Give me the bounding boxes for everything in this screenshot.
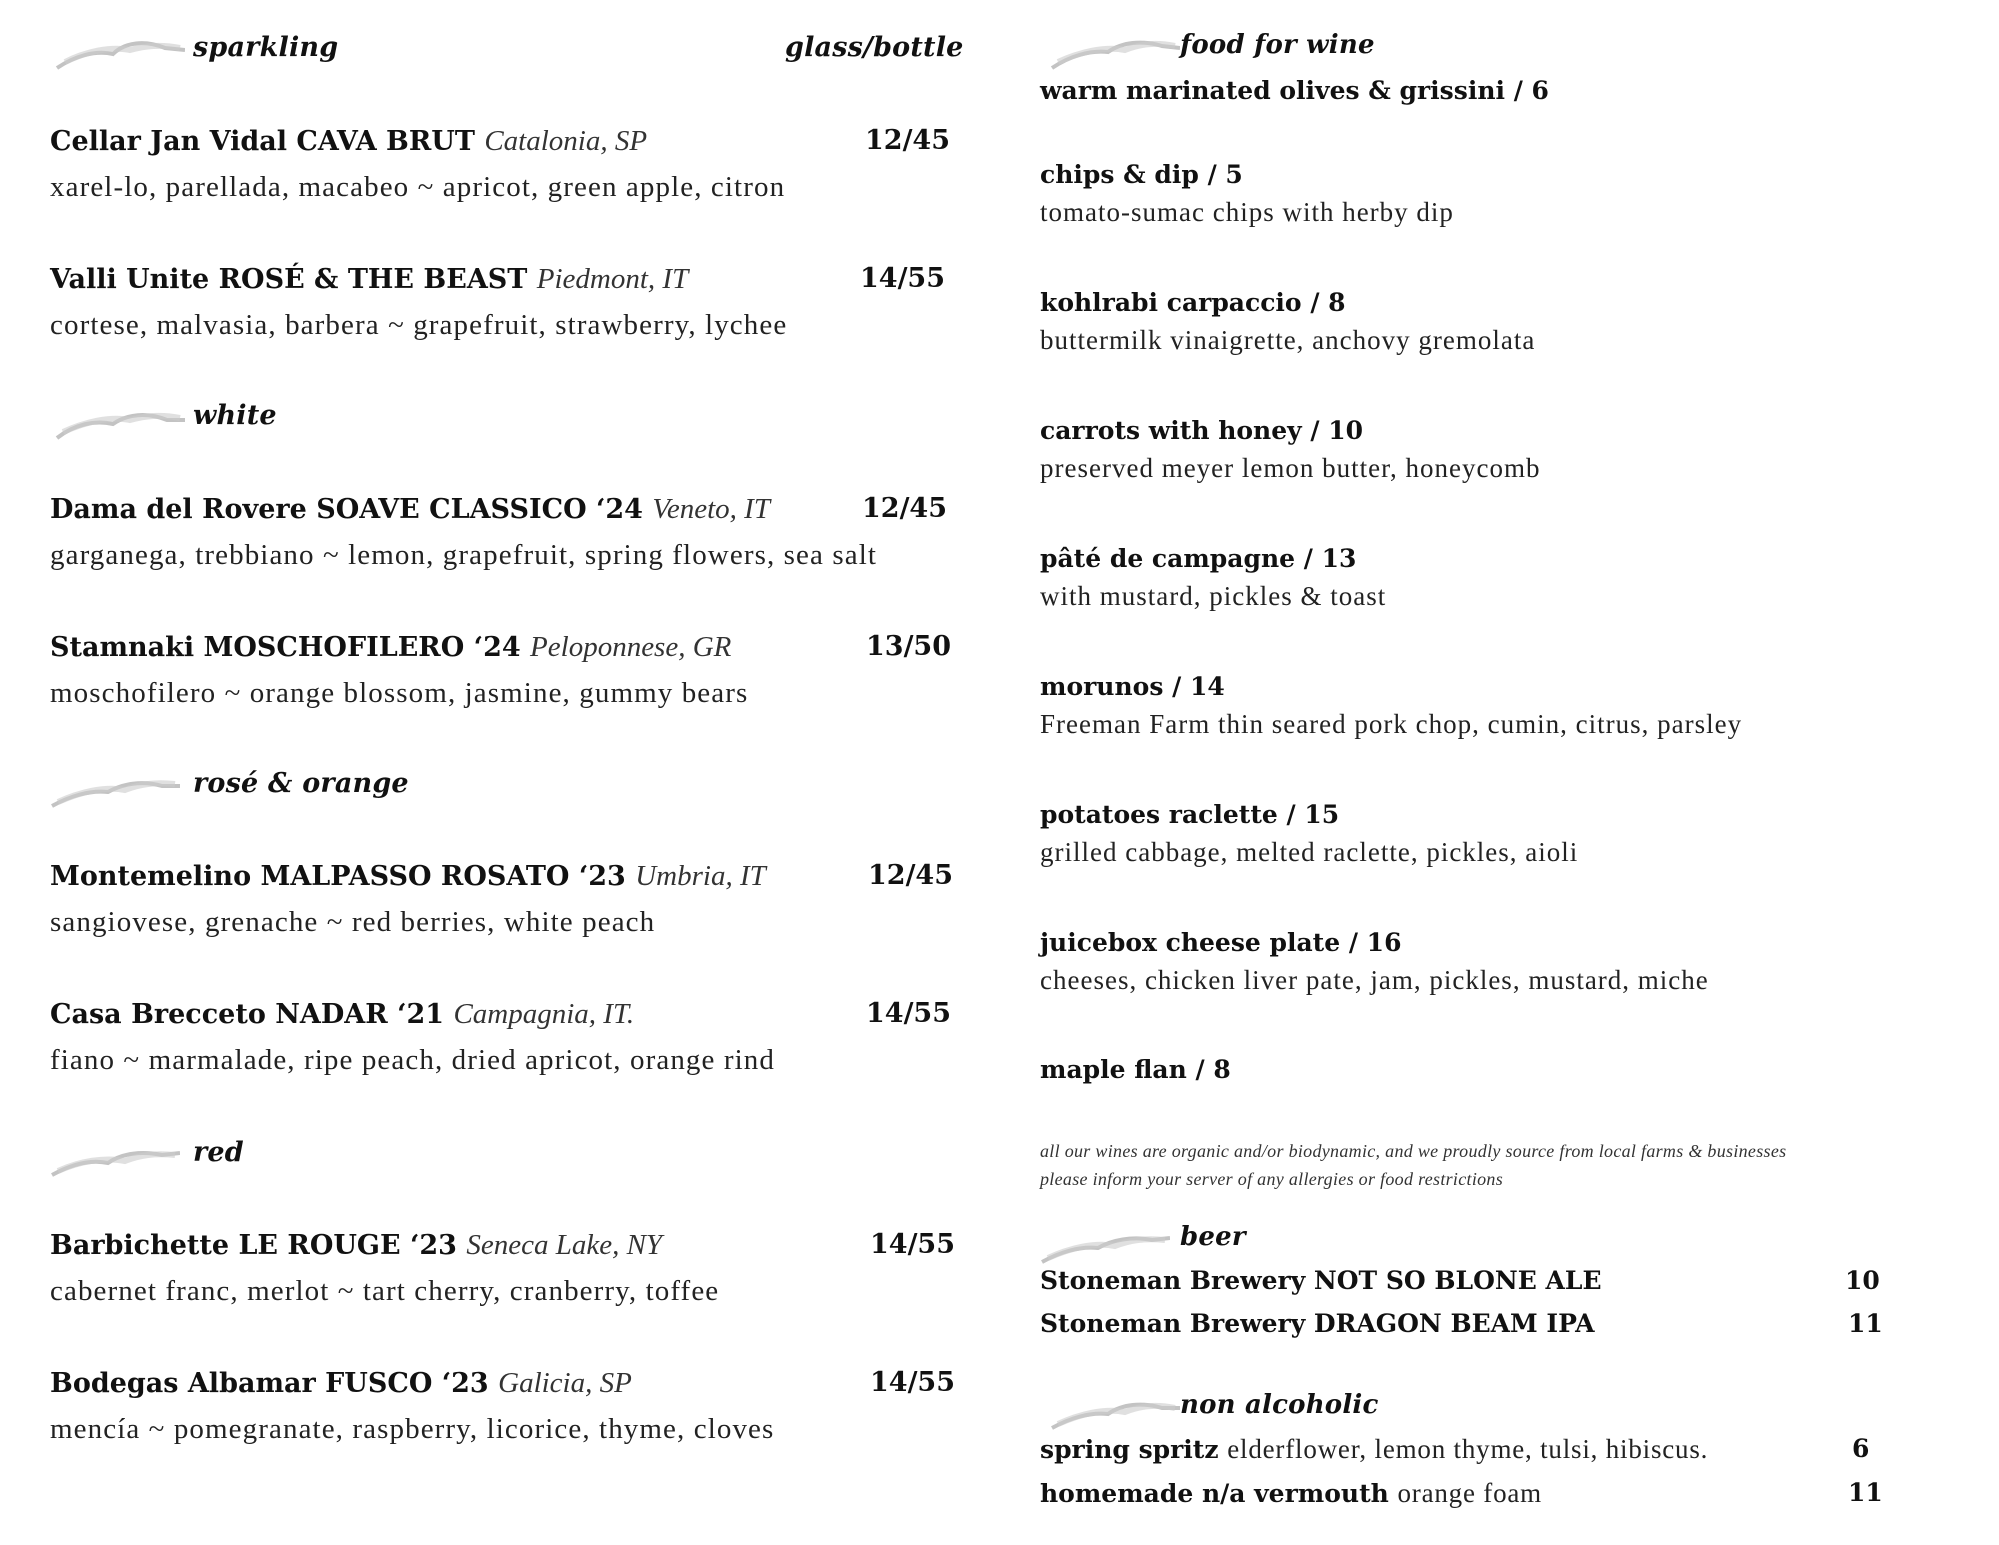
food-item bbox=[1040, 1055, 1920, 1084]
brush-swoosh-icon bbox=[55, 32, 185, 76]
wine-name: Casa Brecceto NADAR ‘21 bbox=[50, 999, 454, 1030]
wine-price: 13/50 bbox=[866, 631, 952, 662]
brush-swoosh-icon bbox=[1050, 1390, 1180, 1434]
food-title: carrots with honey / 10 bbox=[1040, 416, 1363, 445]
food-title: pâté de campagne / 13 bbox=[1040, 544, 1357, 573]
beer-price: 11 bbox=[1848, 1309, 1883, 1338]
section-title: rosé & orange bbox=[193, 768, 409, 799]
wine-region: Seneca Lake, NY bbox=[466, 1229, 663, 1261]
food-item bbox=[1040, 160, 1920, 228]
wine-notes: garganega, trebbiano ~ lemon, grapefruit, spring flowers, sea salt bbox=[50, 539, 878, 571]
wine-name: Barbichette LE ROUGE ‘23 bbox=[50, 1230, 467, 1261]
food-desc: preserved meyer lemon butter, honeycomb bbox=[1040, 453, 1541, 483]
section-title: beer bbox=[1180, 1222, 1246, 1252]
section-header-red bbox=[50, 1137, 450, 1187]
wine-region: Campagnia, IT. bbox=[453, 998, 635, 1030]
food-title: juicebox cheese plate / 16 bbox=[1040, 928, 1402, 957]
food-title: chips & dip / 5 bbox=[1040, 160, 1243, 189]
section-title: white bbox=[193, 400, 277, 431]
beer-row bbox=[1040, 1266, 1890, 1306]
section-header-sparkling bbox=[55, 32, 964, 82]
brush-swoosh-icon bbox=[1050, 30, 1180, 74]
glass-bottle-header: glass/bottle bbox=[785, 32, 964, 63]
food-desc: grilled cabbage, melted raclette, pickles, aioli bbox=[1040, 837, 1579, 867]
wine-item bbox=[50, 860, 980, 939]
wine-notes: cabernet franc, merlot ~ tart cherry, cranberry, toffee bbox=[50, 1275, 720, 1307]
food-title: kohlrabi carpaccio / 8 bbox=[1040, 288, 1346, 317]
wine-name: Dama del Rovere SOAVE CLASSICO ‘24 bbox=[50, 494, 653, 525]
food-title: potatoes raclette / 15 bbox=[1040, 800, 1340, 829]
wine-price: 14/55 bbox=[870, 1367, 956, 1398]
food-item bbox=[1040, 544, 1920, 612]
section-title: non alcoholic bbox=[1180, 1390, 1379, 1420]
footnote bbox=[1040, 1137, 1786, 1193]
food-item bbox=[1040, 928, 1920, 996]
wine-notes: mencía ~ pomegranate, raspberry, licorice, thyme, cloves bbox=[50, 1413, 775, 1445]
na-name: homemade n/a vermouth bbox=[1040, 1479, 1398, 1508]
footnote-line: please inform your server of any allergies or food restrictions bbox=[1040, 1169, 1504, 1189]
wine-item bbox=[50, 1229, 980, 1308]
section-header-food bbox=[1050, 30, 1650, 80]
footnote-line: all our wines are organic and/or biodynamic, and we proudly source from local farms & businesses bbox=[1040, 1141, 1787, 1161]
brush-swoosh-icon bbox=[1040, 1222, 1170, 1266]
brush-swoosh-icon bbox=[50, 1137, 180, 1181]
brush-swoosh-icon bbox=[55, 400, 185, 444]
brush-swoosh-icon bbox=[50, 768, 180, 812]
food-desc: cheeses, chicken liver pate, jam, pickles, mustard, miche bbox=[1040, 965, 1709, 995]
wine-region: Piedmont, IT bbox=[536, 263, 689, 295]
food-item bbox=[1040, 288, 1920, 356]
wine-price: 12/45 bbox=[865, 125, 951, 156]
wine-item bbox=[50, 263, 980, 342]
wine-item bbox=[50, 998, 980, 1077]
na-price: 6 bbox=[1852, 1434, 1870, 1463]
wine-item bbox=[50, 493, 980, 572]
wine-name: Stamnaki MOSCHOFILERO ‘24 bbox=[50, 632, 531, 663]
na-price: 11 bbox=[1848, 1478, 1883, 1507]
food-item bbox=[1040, 76, 1920, 105]
section-header-non-alcoholic bbox=[1050, 1390, 1550, 1440]
wine-region: Veneto, IT bbox=[652, 493, 770, 525]
food-desc: with mustard, pickles & toast bbox=[1040, 581, 1387, 611]
na-row bbox=[1040, 1434, 1890, 1474]
wine-item bbox=[50, 631, 980, 710]
food-title: maple flan / 8 bbox=[1040, 1055, 1231, 1084]
wine-price: 14/55 bbox=[860, 263, 946, 294]
na-desc: elderflower, lemon thyme, tulsi, hibiscus. bbox=[1227, 1434, 1709, 1464]
wine-price: 12/45 bbox=[868, 860, 954, 891]
food-item bbox=[1040, 416, 1920, 484]
wine-name: Valli Unite ROSÉ & THE BEAST bbox=[50, 264, 537, 295]
section-title: food for wine bbox=[1180, 30, 1375, 60]
wine-region: Galicia, SP bbox=[498, 1367, 632, 1399]
wine-notes: xarel-lo, parellada, macabeo ~ apricot, green apple, citron bbox=[50, 171, 786, 203]
na-name: spring spritz bbox=[1040, 1435, 1228, 1464]
wine-notes: cortese, malvasia, barbera ~ grapefruit, strawberry, lychee bbox=[50, 309, 788, 341]
food-desc: buttermilk vinaigrette, anchovy gremolata bbox=[1040, 325, 1536, 355]
food-title: morunos / 14 bbox=[1040, 672, 1225, 701]
wine-region: Catalonia, SP bbox=[484, 125, 648, 157]
food-desc: Freeman Farm thin seared pork chop, cumin, citrus, parsley bbox=[1040, 709, 1743, 739]
beer-name: Stoneman Brewery NOT SO BLONE ALE bbox=[1040, 1266, 1602, 1295]
na-row bbox=[1040, 1478, 1890, 1518]
beer-name: Stoneman Brewery DRAGON BEAM IPA bbox=[1040, 1309, 1595, 1338]
section-header-white bbox=[55, 400, 455, 450]
section-title: sparkling bbox=[193, 32, 339, 63]
wine-item bbox=[50, 125, 980, 204]
food-item bbox=[1040, 672, 1920, 740]
food-title: warm marinated olives & grissini / 6 bbox=[1040, 76, 1549, 105]
wine-notes: moschofilero ~ orange blossom, jasmine, gummy bears bbox=[50, 677, 749, 709]
section-header-rose-orange bbox=[50, 768, 550, 818]
beer-price: 10 bbox=[1845, 1266, 1880, 1295]
na-desc: orange foam bbox=[1397, 1478, 1542, 1508]
section-title: red bbox=[193, 1137, 244, 1168]
wine-region: Umbria, IT bbox=[635, 860, 766, 892]
wine-notes: fiano ~ marmalade, ripe peach, dried apricot, orange rind bbox=[50, 1044, 775, 1076]
wine-name: Cellar Jan Vidal CAVA BRUT bbox=[50, 126, 485, 157]
wine-item bbox=[50, 1367, 980, 1446]
food-item bbox=[1040, 800, 1920, 868]
beer-row bbox=[1040, 1309, 1890, 1349]
food-desc: tomato-sumac chips with herby dip bbox=[1040, 197, 1454, 227]
section-header-beer bbox=[1040, 1222, 1540, 1272]
wine-name: Bodegas Albamar FUSCO ‘23 bbox=[50, 1368, 499, 1399]
wine-region: Peloponnese, GR bbox=[530, 631, 732, 663]
wine-price: 14/55 bbox=[866, 998, 952, 1029]
wine-notes: sangiovese, grenache ~ red berries, white peach bbox=[50, 906, 656, 938]
wine-name: Montemelino MALPASSO ROSATO ‘23 bbox=[50, 861, 636, 892]
wine-price: 12/45 bbox=[862, 493, 948, 524]
wine-price: 14/55 bbox=[870, 1229, 956, 1260]
